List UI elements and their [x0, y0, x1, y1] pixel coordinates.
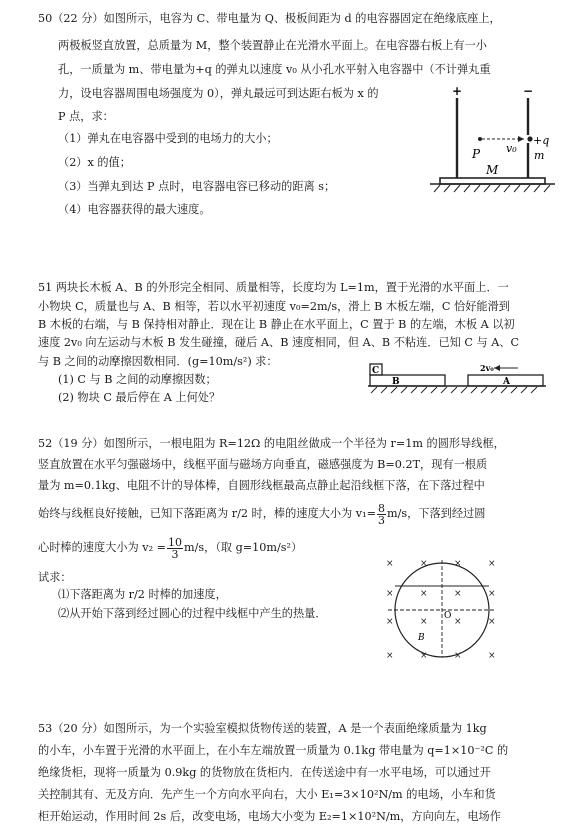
q50-question-2: （2）x 的值；: [58, 156, 131, 169]
fraction-v1: [377, 503, 386, 526]
field-b-label: B: [418, 633, 425, 643]
cross-mark: ×: [386, 617, 394, 627]
q52-line-4-start: 始终与线框良好接触，已知下落距离为 r/2 时，棒的速度大小为 v₁=: [38, 507, 376, 520]
fraction-v2: [167, 537, 183, 560]
q52-line-4: [38, 500, 485, 528]
v0-label: v₀: [506, 142, 517, 155]
board-a-label: A: [503, 377, 510, 387]
q50-line-3: 孔，一质量为 m、带电量为+q 的弹丸以速度 v₀ 从小孔水平射入电容器中（不计弹丸重: [58, 63, 491, 76]
cross-mark: ×: [420, 617, 428, 627]
cross-mark: ×: [454, 617, 462, 627]
q51-question-2: (2) 物块 C 最后停在 A 上何处？: [58, 391, 221, 404]
capacitor-mass-label: M: [486, 163, 499, 177]
q52-line-3: 量为 m=0.1kg、电阻不计的导体棒，自圆形线框最高点静止起沿线框下落，在下落过程中: [38, 479, 485, 492]
q51-line-4: 速度 2v₀ 向左运动与木板 B 发生碰撞，碰后 A、B 速度相同，但 A、B 不粘连．已知 C 与 A、C: [38, 336, 520, 349]
q53-line-2: 的小车，小车置于光滑的水平面上，在小车左端放置一质量为 0.1kg 带电量为 q=1×10⁻²C 的: [38, 744, 509, 757]
q52-line-5-start: 心时棒的速度大小为 v₂ =: [38, 541, 166, 554]
fraction-v1-numerator: 8: [377, 501, 385, 515]
q51-line-5: 与 B 之间的动摩擦因数相同．(g=10m/s²) 求：: [38, 355, 278, 368]
cross-mark: ×: [488, 617, 496, 627]
cross-mark: ×: [454, 589, 462, 599]
q52-line-4-end: m/s，下落到经过圆: [386, 507, 486, 520]
q52-line-2: 竖直放置在水平匀强磁场中，线框平面与磁场方向垂直，磁感强度为 B=0.2T，现有一根质: [38, 458, 488, 471]
q51-line-1: 51 两块长木板 A、B 的外形完全相同、质量相等，长度均为 L=1m，置于光滑的水平面上．一: [38, 281, 509, 294]
block-c-label: C: [372, 366, 380, 376]
fraction-v2-numerator: 10: [167, 535, 182, 549]
point-p-label: P: [472, 147, 481, 161]
q50-line-2: 两极板竖直放置，总质量为 M，整个装置静止在光滑水平面上。在电容器右板上有一小: [58, 39, 487, 52]
q52-question-1: ⑴下落距离为 r/2 时棒的加速度，: [58, 588, 227, 601]
q51-line-3: B 木板的右端，与 B 保持相对静止．现在让 B 静止在水平面上，C 置于 B 的左端，木板 A 以初: [38, 318, 515, 331]
cross-mark: ×: [386, 559, 394, 569]
velocity-label: 2v₀: [480, 363, 494, 373]
q53-line-4: 关控制其有、无及方向．先产生一个方向水平向右，大小 E₁=3×10²N/m 的电场，小车和货: [38, 788, 496, 801]
cross-mark: ×: [386, 651, 394, 661]
fraction-v1-denominator: 3: [377, 513, 385, 527]
q52-line-6: 试求：: [38, 571, 72, 584]
cross-mark: ×: [488, 559, 496, 569]
q51-question-1: (1) C 与 B 之间的动摩擦因数；: [58, 373, 217, 386]
cross-mark: ×: [488, 589, 496, 599]
cross-mark: ×: [386, 589, 394, 599]
boards-figure: [368, 361, 546, 395]
q51-line-2: 小物块 C，质量也与 A、B 相等，若以水平初速度 v₀=2m/s，滑上 B 木板左端，C 恰好能滑到: [38, 300, 510, 313]
q50-question-3: （3）当弹丸到达 P 点时，电容器电容已移动的距离 s；: [58, 180, 336, 193]
cross-mark: ×: [420, 651, 428, 661]
capacitor-figure: [430, 80, 555, 198]
cross-mark: ×: [420, 589, 428, 599]
charge-label: +q: [533, 134, 550, 147]
mass-label: m: [534, 149, 545, 162]
plus-sign: +: [452, 84, 463, 98]
cross-mark: ×: [420, 559, 428, 569]
magnetic-field-figure: [380, 552, 510, 662]
fraction-v2-denominator: 3: [171, 547, 179, 561]
q50-question-1: （1）弹丸在电容器中受到的电场力的大小；: [58, 132, 278, 145]
q53-line-5: 柜开始运动，作用时间 2s 后，改变电场，电场大小变为 E₂=1×10²N/m，方向向左，电场作: [38, 810, 501, 823]
q52-line-5: [38, 534, 302, 562]
q52-line-1: 52（19 分）如图所示，一根电阻为 R=12Ω 的电阻丝做成一个半径为 r=1m 的圆形导线框，: [38, 437, 505, 450]
q53-line-1: 53（20 分）如图所示，为一个实验室模拟货物传送的装置，A 是一个表面绝缘质量为 1kg: [38, 722, 487, 735]
q50-line-5: P 点，求：: [58, 110, 114, 123]
q53-line-3: 绝缘货柜，现将一质量为 0.9kg 的货物放在货柜内．在传送途中有一水平电场，可以通过开: [38, 766, 491, 779]
cross-mark: ×: [488, 651, 496, 661]
board-b-label: B: [392, 377, 400, 387]
q50-line-4: 力，设电容器周围电场强度为 0），弹丸最远可到达距右板为 x 的: [58, 87, 379, 100]
center-o-label: O: [444, 611, 452, 621]
q52-line-5-end: m/s，（取 g=10m/s²）: [183, 541, 303, 554]
minus-sign: −: [523, 84, 534, 98]
q50-line-1: 50（22 分）如图所示，电容为 C、带电量为 Q、极板间距为 d 的电容器固定在绝缘底座上，: [38, 12, 501, 25]
cross-mark: ×: [454, 559, 462, 569]
q52-question-2: ⑵从开始下落到经过圆心的过程中线框中产生的热量．: [58, 607, 327, 620]
cross-mark: ×: [454, 651, 462, 661]
q50-question-4: （4）电容器获得的最大速度。: [58, 203, 211, 216]
